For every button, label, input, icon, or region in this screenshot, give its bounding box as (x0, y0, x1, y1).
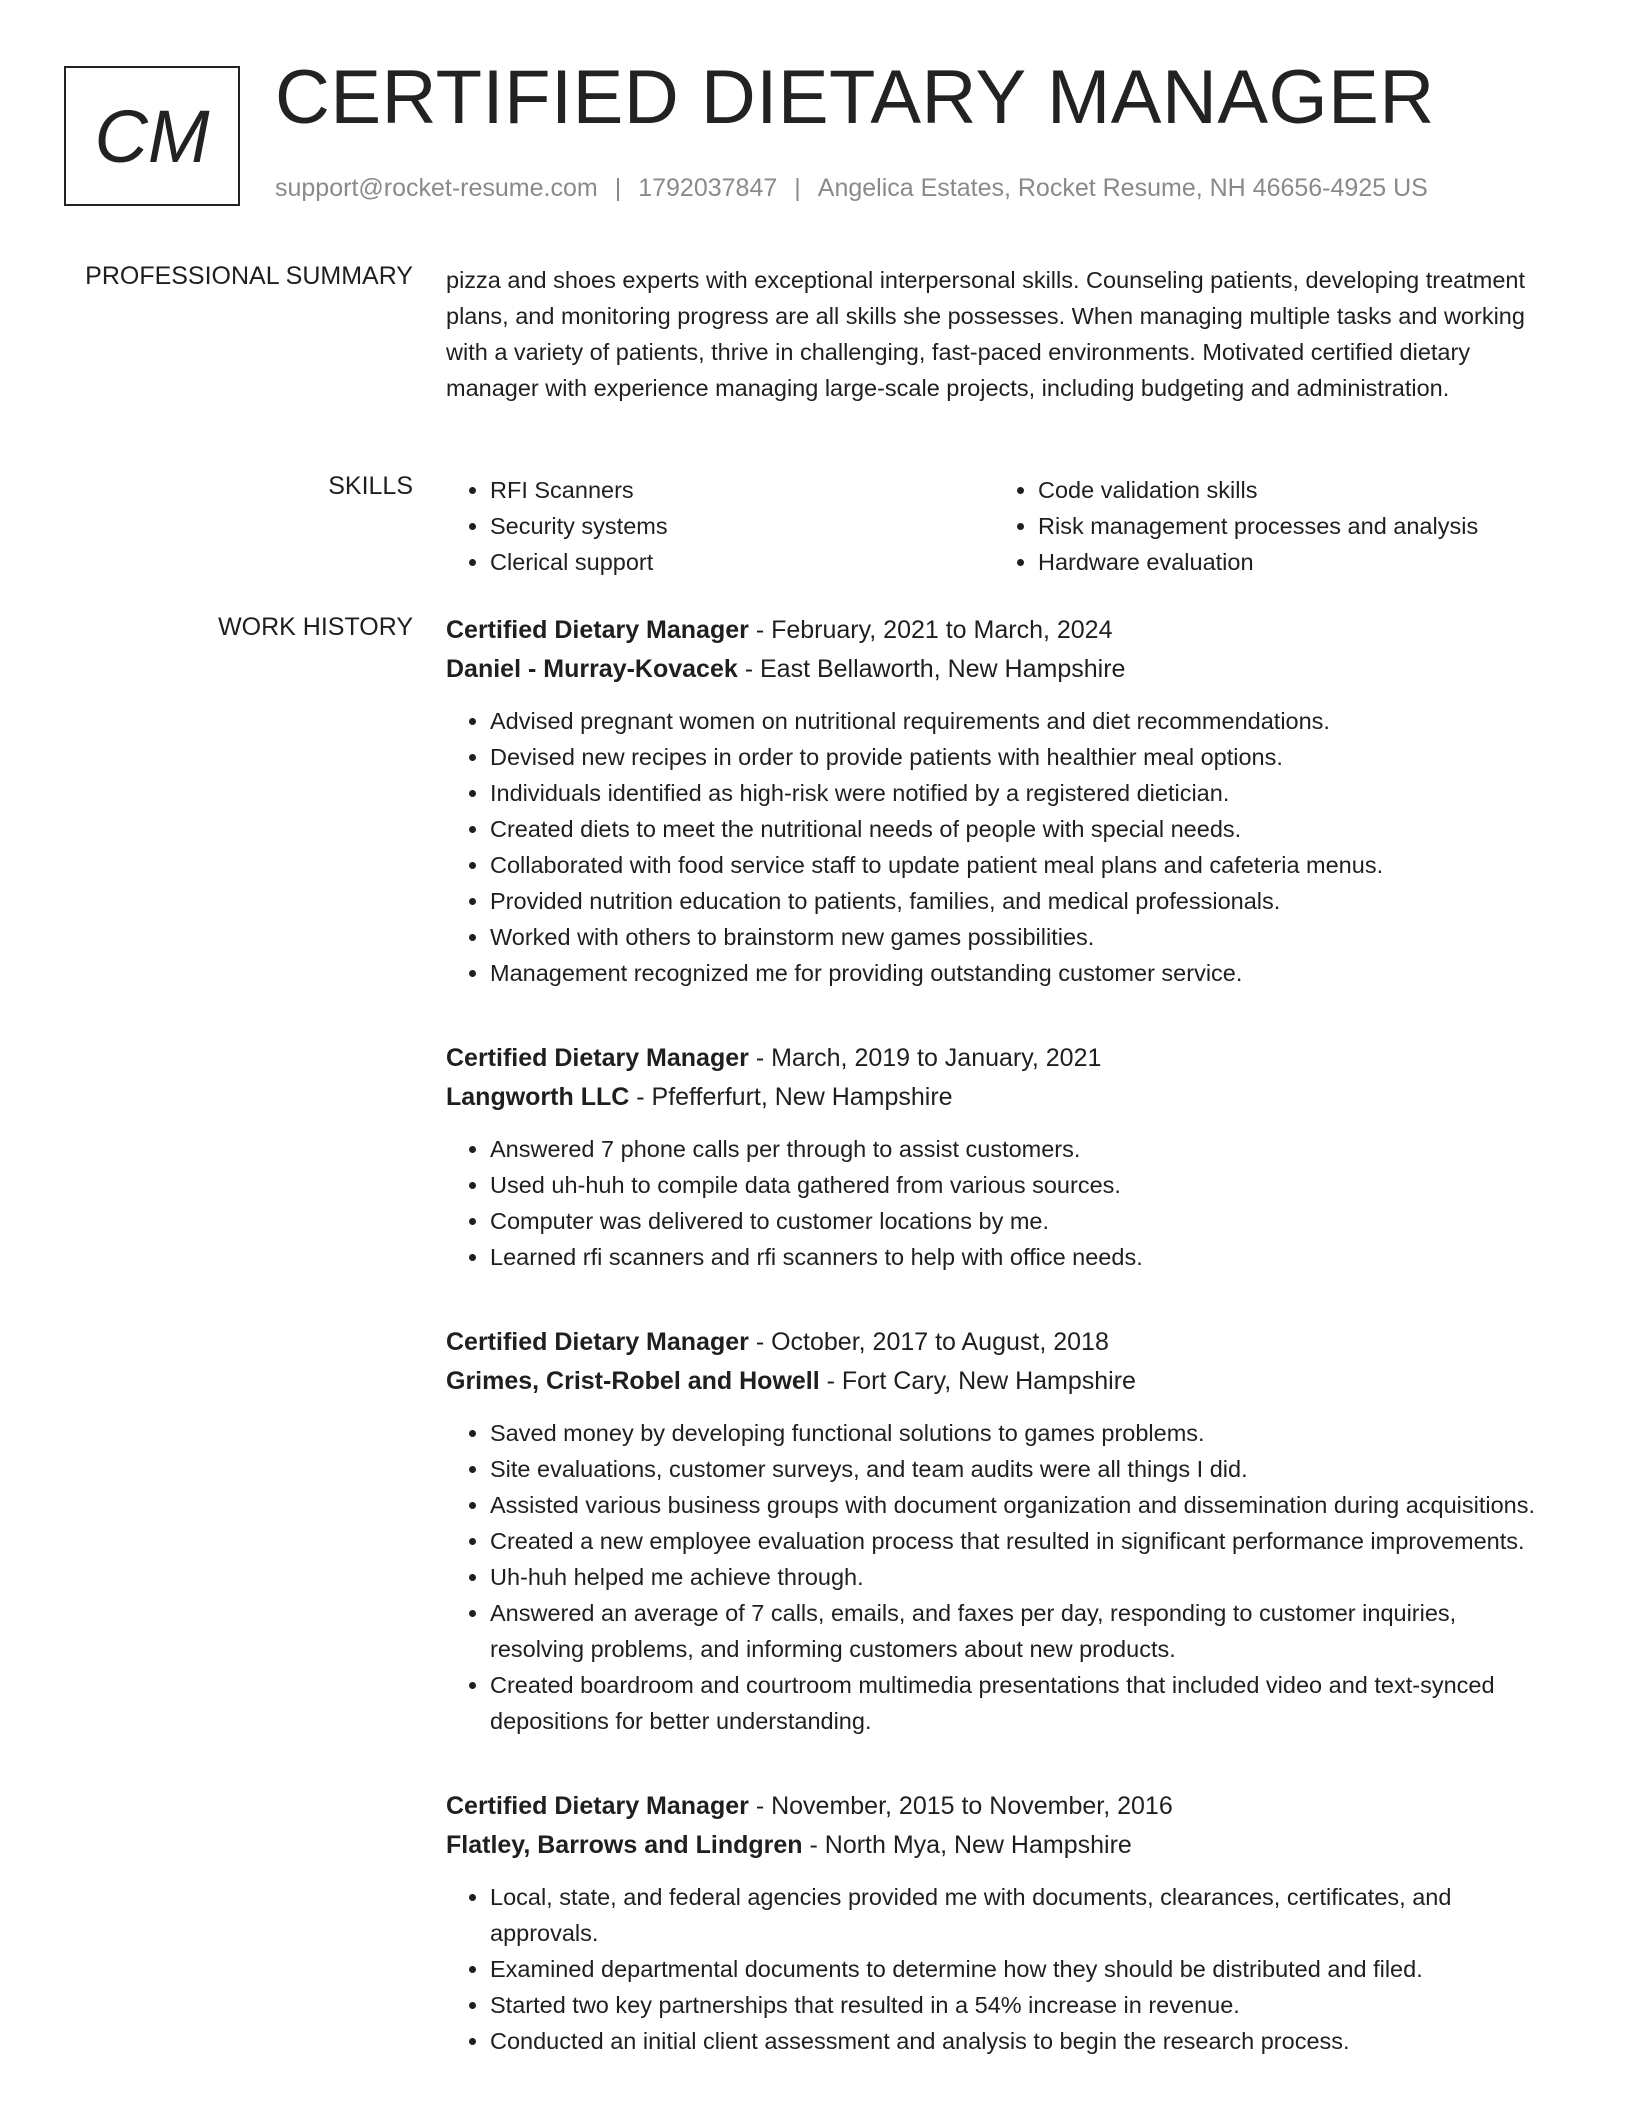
job-entry (446, 1787, 1556, 2059)
job-dates: October, 2017 to August, 2018 (771, 1328, 1109, 1356)
skill-item: • Clerical support (490, 544, 994, 580)
job-bullet: • Saved money by developing functional solutions to games problems. (490, 1415, 1556, 1451)
job-company-line (446, 1826, 1556, 1865)
job-bullet: • Answered 7 phone calls per through to assist customers. (490, 1131, 1556, 1167)
job-bullets (446, 1415, 1556, 1739)
summary-heading: PROFESSIONAL SUMMARY (85, 262, 413, 290)
job-company: Langworth LLC (446, 1083, 630, 1111)
dash: - (748, 1328, 772, 1356)
job-bullet: • Learned rfi scanners and rfi scanners to help with office needs. (490, 1239, 1556, 1275)
candidate-name: CERTIFIED DIETARY MANAGER (275, 55, 1435, 140)
job-bullets (446, 1879, 1556, 2059)
job-bullet: • Examined departmental documents to determine how they should be distributed and filed. (490, 1951, 1556, 1987)
skill-item: • Security systems (490, 508, 994, 544)
job-entry (446, 1323, 1556, 1739)
job-title: Certified Dietary Manager (446, 1328, 749, 1356)
skills-column-right (994, 472, 1542, 580)
job-bullet: • Site evaluations, customer surveys, and team audits were all things I did. (490, 1451, 1556, 1487)
dash: - (629, 1083, 652, 1111)
job-bullet: • Advised pregnant women on nutritional requirements and diet recommendations. (490, 703, 1556, 739)
contact-line (275, 174, 1428, 203)
contact-separator: | (794, 174, 801, 202)
job-bullet: • Collaborated with food service staff to update patient meal plans and cafeteria menus. (490, 847, 1556, 883)
contact-phone: 1792037847 (638, 174, 778, 202)
job-entry (446, 611, 1556, 991)
job-company-line (446, 1078, 1556, 1117)
dash: - (819, 1367, 842, 1395)
job-company: Daniel - Murray-Kovacek (446, 655, 738, 683)
job-company: Grimes, Crist-Robel and Howell (446, 1367, 820, 1395)
dash: - (802, 1831, 825, 1859)
job-company-line (446, 650, 1556, 689)
job-bullet: • Worked with others to brainstorm new games possibilities. (490, 919, 1556, 955)
job-title-line (446, 1039, 1556, 1078)
skills-list (446, 472, 1556, 580)
job-bullet: • Computer was delivered to customer locations by me. (490, 1203, 1556, 1239)
job-title-line (446, 1787, 1556, 1826)
contact-address: Angelica Estates, Rocket Resume, NH 46656-4925 US (817, 174, 1428, 202)
job-dates: March, 2019 to January, 2021 (771, 1044, 1102, 1072)
job-bullet: • Assisted various business groups with document organization and dissemination during acquisitions. (490, 1487, 1556, 1523)
job-title-line (446, 1323, 1556, 1362)
job-title: Certified Dietary Manager (446, 1044, 749, 1072)
job-bullets (446, 703, 1556, 991)
job-company: Flatley, Barrows and Lindgren (446, 1831, 803, 1859)
work-history-heading: WORK HISTORY (218, 613, 413, 641)
job-bullet: • Devised new recipes in order to provide patients with healthier meal options. (490, 739, 1556, 775)
skill-item: • Code validation skills (1038, 472, 1542, 508)
job-bullet: • Used uh-huh to compile data gathered from various sources. (490, 1167, 1556, 1203)
job-bullet: • Created a new employee evaluation process that resulted in significant performance improvements. (490, 1523, 1556, 1559)
job-bullet: • Created boardroom and courtroom multimedia presentations that included video and text-synced depositions for better understanding. (490, 1667, 1556, 1739)
job-bullet: • Management recognized me for providing outstanding customer service. (490, 955, 1556, 991)
job-dates: February, 2021 to March, 2024 (771, 616, 1113, 644)
job-bullet: • Answered an average of 7 calls, emails, and faxes per day, responding to customer inquiries, resolving problems, and informing customers about new products. (490, 1595, 1556, 1667)
job-bullet: • Individuals identified as high-risk were notified by a registered dietician. (490, 775, 1556, 811)
skill-item: • Hardware evaluation (1038, 544, 1542, 580)
skill-item: • Risk management processes and analysis (1038, 508, 1542, 544)
job-company-line (446, 1362, 1556, 1401)
job-location: North Mya, New Hampshire (824, 1831, 1132, 1859)
job-title-line (446, 611, 1556, 650)
summary-text: pizza and shoes experts with exceptional interpersonal skills. Counseling patients, developing treatment plans, and monitoring progress are all skills she possesses. When managing multiple tasks and working with a variety of patients, thrive in challenging, fast-paced environments. Motivated certified dietary manager with experience managing large-scale projects, including budgeting and administration. (446, 267, 1526, 401)
job-location: Pfefferfurt, New Hampshire (651, 1083, 953, 1111)
skill-item: • RFI Scanners (490, 472, 994, 508)
skills-column-left (446, 472, 994, 580)
job-dates: November, 2015 to November, 2016 (771, 1792, 1173, 1820)
dash: - (748, 616, 772, 644)
job-bullet: • Provided nutrition education to patients, families, and medical professionals. (490, 883, 1556, 919)
contact-separator: | (614, 174, 622, 202)
contact-email: support@rocket-resume.com (275, 174, 598, 202)
skills-heading: SKILLS (328, 472, 413, 500)
dash: - (748, 1792, 772, 1820)
job-bullet: • Local, state, and federal agencies provided me with documents, clearances, certificates, and approvals. (490, 1879, 1556, 1951)
job-entry (446, 1039, 1556, 1275)
job-list (446, 611, 1556, 2107)
dash: - (748, 1044, 772, 1072)
dash: - (737, 655, 760, 683)
job-title: Certified Dietary Manager (446, 1792, 749, 1820)
job-location: East Bellaworth, New Hampshire (760, 655, 1126, 683)
job-bullet: • Uh-huh helped me achieve through. (490, 1559, 1556, 1595)
job-title: Certified Dietary Manager (446, 616, 749, 644)
job-bullets (446, 1131, 1556, 1275)
job-bullet: • Started two key partnerships that resulted in a 54% increase in revenue. (490, 1987, 1556, 2023)
job-bullet: • Created diets to meet the nutritional needs of people with special needs. (490, 811, 1556, 847)
monogram-logo: CM (64, 66, 240, 206)
job-bullet: • Conducted an initial client assessment and analysis to begin the research process. (490, 2023, 1556, 2059)
job-location: Fort Cary, New Hampshire (841, 1367, 1136, 1395)
